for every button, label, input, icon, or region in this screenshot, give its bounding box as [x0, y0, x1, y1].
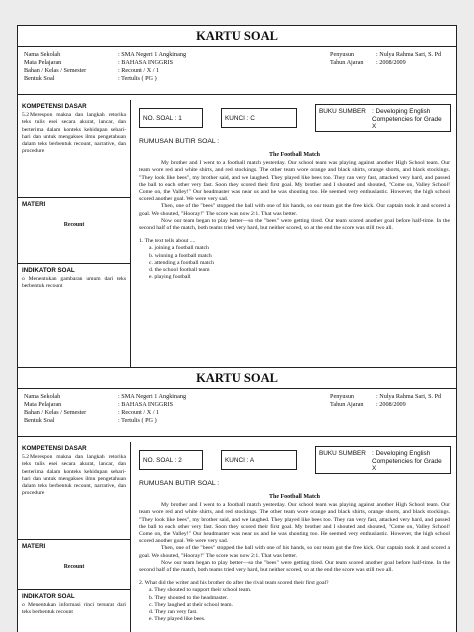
kompetensi-text: Merespon makna dan langkah retorika teks tulis esei secara akurat, lancar, dan berterima dalam konteks kehidupan sehari-hari dan untuk mengakses ilmu pengetahuan dalam teks berbentuk recount, narrative, dan procedure: [22, 112, 126, 155]
materi-value: Recount: [63, 564, 85, 571]
label-author: Penyusun: [330, 51, 355, 58]
label-material: Bahan / Kelas / Semester: [24, 409, 87, 416]
value-subject: : BAHASA INGGRIS: [118, 59, 174, 66]
answer-option: c. They laughed at their school team.: [149, 601, 233, 608]
value-form: : Tertulis ( PG ): [118, 417, 157, 424]
rumusan-heading: RUMUSAN BUTIR SOAL :: [139, 138, 220, 145]
value-material: : Recount / X / 1: [118, 409, 160, 416]
answer-option: d. the school football team: [149, 267, 210, 274]
kompetensi-number: 5.2: [22, 454, 29, 461]
card-title: KARTU SOAL: [18, 368, 456, 389]
value-subject: : BAHASA INGGRIS: [118, 401, 174, 408]
value-material: : Recount / X / 1: [118, 67, 160, 74]
value-school: : SMA Negeri 1 Angkinang: [118, 393, 187, 400]
question-card-1: [17, 25, 457, 397]
indikator-section: [18, 590, 130, 632]
left-column: [18, 100, 131, 396]
answer-option: a. They shouted to support their school team.: [149, 587, 252, 594]
source-book-value: : Developing English Competencies for Grade X: [372, 450, 442, 472]
passage-paragraph: Now our team began to play better—so the "bees" were getting tired. Our team scored another goal before half-time. In the second half of the match, both teams tried very hard, but neither scored, so at the end the score was still two all.: [139, 217, 450, 232]
answer-option: b. They shouted to the headmaster.: [149, 594, 229, 601]
card-header-info: [18, 47, 456, 95]
answer-option: a. joining a football match: [149, 245, 209, 252]
label-form: Bentuk Soal: [24, 417, 55, 424]
label-subject: Mata Pelajaran: [24, 401, 62, 408]
indikator-text: o Menentukan informasi rinci tersurat dari teks berbentuk recount: [22, 602, 126, 616]
passage-paragraph: Then, one of the "bees" stopped the ball with one of his hands, so our team got the free kick. Our captain took it and scored a goal. We shouted, "Hooray!" The score was now 2:1. That was better.: [139, 203, 450, 217]
answer-option: e. They played like bees.: [149, 616, 206, 623]
passage-paragraph: My brother and I went to a football match yesterday. Our school team was playing against another High School team. Our team wore red and white shirts, and red stockings. The other team wore orange and black shirts, orange shorts, and black stockings. "They look like bees", my brother said, and we laughed. They played like bees too. They ran very fast, attacked very hard, and passed the ball to each other very fast. Soon they scored their first goal. My brother and I shouted and shouted, "Come on, Valley School! Come on, the Valley!" Our headmaster was near us and he was shouting too. He seemed very enthusiastic. However, the high school scored another goal. We were very sad.: [139, 502, 450, 545]
label-form: Bentuk Soal: [24, 75, 55, 82]
value-year: : 2008/2009: [376, 59, 406, 66]
source-book-box: [315, 446, 451, 474]
kompetensi-heading: KOMPETENSI DASAR: [22, 445, 87, 452]
kompetensi-number: 5.2: [22, 112, 29, 119]
value-author: : Nulya Rahma Sari, S. Pd: [376, 393, 442, 400]
kompetensi-heading: KOMPETENSI DASAR: [22, 103, 87, 110]
label-year: Tahun Ajaran: [330, 401, 364, 408]
left-column: [18, 442, 131, 632]
indikator-text: o Menentukan gambaran umum dari teks berbentuk recount: [22, 276, 126, 290]
kompetensi-section: [18, 100, 130, 198]
kompetensi-section: [18, 442, 130, 540]
question-number-box: NO. SOAL : 1: [139, 108, 203, 128]
passage-paragraph: Now our team began to play better—so the "bees" were getting tired. Our team scored another goal before half-time. In the second half of the match, both teams tried very hard, but neither scored, so at the end the score was still two all.: [139, 559, 450, 574]
answer-option: d. They ran very fast.: [149, 609, 198, 616]
right-column: [131, 100, 456, 396]
label-school: Nama Sekolah: [24, 51, 61, 58]
source-book-value: : Developing English Competencies for Grade X: [372, 108, 442, 130]
question-number-box: NO. SOAL : 2: [139, 450, 203, 470]
indikator-heading: INDIKATOR SOAL: [22, 267, 75, 274]
passage-title: The Football Match: [269, 494, 320, 500]
answer-key-box: KUNCI : C: [221, 108, 297, 128]
materi-heading: MATERI: [22, 543, 46, 550]
label-material: Bahan / Kelas / Semester: [24, 67, 87, 74]
rumusan-heading: RUMUSAN BUTIR SOAL :: [139, 480, 220, 487]
materi-section: [18, 540, 130, 590]
indikator-heading: INDIKATOR SOAL: [22, 593, 75, 600]
card-title: KARTU SOAL: [18, 26, 456, 47]
passage-paragraph: Then, one of the "bees" stopped the ball with one of his hands, so our team got the free kick. Our captain took it and scored a goal. We shouted, "Hooray!" The score was now 2:1. That was better.: [139, 545, 450, 559]
value-year: : 2008/2009: [376, 401, 406, 408]
materi-value: Recount: [63, 222, 85, 229]
label-author: Penyusun: [330, 393, 355, 400]
answer-option: b. winning a football match: [149, 252, 212, 259]
reading-passage: [139, 152, 450, 281]
value-form: : Tertulis ( PG ): [118, 75, 157, 82]
right-column: [131, 442, 456, 632]
materi-heading: MATERI: [22, 201, 46, 208]
label-subject: Mata Pelajaran: [24, 59, 62, 66]
kompetensi-text: Merespon makna dan langkah retorika teks tulis esei secara akurat, lancar, dan berterima dalam konteks kehidupan sehari-hari dan untuk mengakses ilmu pengetahuan dalam teks berbentuk recount, narrative, dan procedure: [22, 454, 126, 497]
question-card-2: [17, 367, 457, 632]
answer-key-box: KUNCI : A: [221, 450, 297, 470]
question-stem: 1. The text tells about ....: [139, 238, 196, 245]
reading-passage: [139, 494, 450, 623]
passage-title: The Football Match: [269, 152, 320, 158]
source-book-label: BUKU SUMBER: [319, 450, 366, 457]
question-stem: 2. What did the writer and his brother do after the rival team scored their first goal?: [139, 580, 329, 587]
passage-paragraph: My brother and I went to a football match yesterday. Our school team was playing against another High School team. Our team wore red and white shirts, and red stockings. The other team wore orange and black shirts, orange shorts, and black stockings. "They look like bees", my brother said, and we laughed. They played like bees too. They ran very fast, attacked very hard, and passed the ball to each other very fast. Soon they scored their first goal. My brother and I shouted and shouted, "Come on, Valley School! Come on, the Valley!" Our headmaster was near us and he was shouting too. He seemed very enthusiastic. However, the high school scored another goal. We were very sad.: [139, 160, 450, 203]
card-header-info: [18, 389, 456, 437]
answer-option: c. attending a football match: [149, 259, 214, 266]
source-book-label: BUKU SUMBER: [319, 108, 366, 115]
materi-section: [18, 198, 130, 264]
value-author: : Nulya Rahma Sari, S. Pd: [376, 51, 442, 58]
label-school: Nama Sekolah: [24, 393, 61, 400]
value-school: : SMA Negeri 1 Angkinang: [118, 51, 187, 58]
label-year: Tahun Ajaran: [330, 59, 364, 66]
answer-option: e. playing football: [149, 274, 191, 281]
source-book-box: [315, 104, 451, 132]
